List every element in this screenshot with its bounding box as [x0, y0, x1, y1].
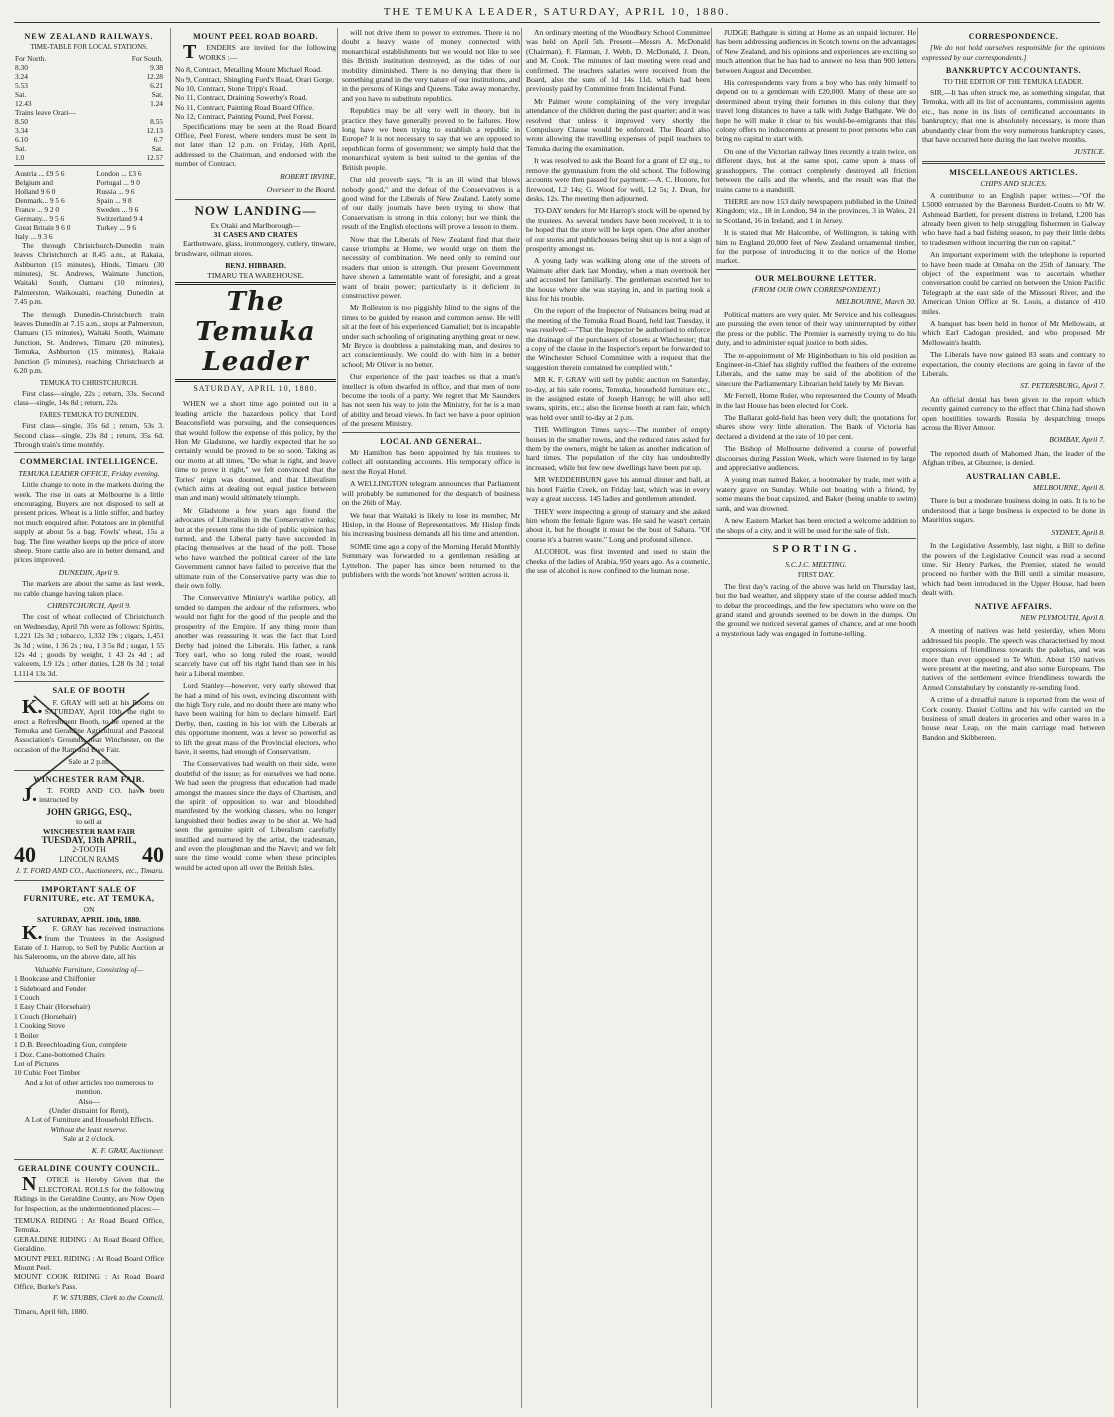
furniture-on: ON [83, 905, 95, 915]
tender-item: No 8, Contract, Metalling Mount Michael Road. [175, 65, 322, 75]
furniture-item: 1 Cooking Stove [14, 1021, 66, 1031]
mount-peel-heading: MOUNT PEEL ROAD BOARD. [192, 32, 319, 41]
sporting-heading: SPORTING. [772, 542, 860, 555]
table-row: Belgium and Portugal ... 9 0 [15, 177, 140, 187]
ram-fair-description: 2-TOOTH LINCOLN RAMS [59, 845, 119, 864]
table-row: Sat. Sat. [15, 143, 163, 153]
ram-fair-body: J.T. FORD AND CO. have been instructed by [22, 783, 164, 806]
county-council-heading: GERALDINE COUNTY COUNCIL. [17, 1163, 161, 1173]
bankruptcy-letter: SIR,—It has often struck me, as something singular, that Temuka, with all its list of accountants, commission agents etc., has none in its lists of certificated accountants in bankruptcy; that one is absolutely necessary, is more than abundantly clear from the very numerous bankruptcy cases, that have occurred here during the last twelve months. [922, 88, 1105, 145]
furniture-note: Without the least reserve. [50, 1124, 128, 1134]
furniture-heading: IMPORTANT SALE OF FURNITURE, etc. AT TEMUKA, [23, 884, 155, 903]
chips-paragraph: The Liberals have now gained 83 seats and contrary to expectation, the county elections are going in favor of the Liberals. [922, 350, 1105, 378]
local-item: A young lady was walking along one of the streets of Waimate after dark last Monday, when a man overtook her and accosted her familiarly. The gentleman escorted her to the house where she was staying in, and in parting took a kiss for his trouble. [526, 256, 710, 303]
fares-text: First class—single, 22s ; return, 33s. Second class—single, 14s 8d ; return, 22s. [14, 388, 164, 408]
correspondence-note: [We do not hold ourselves responsible for the opinions expressed by our correspondents.] [922, 43, 1105, 62]
divider [14, 452, 164, 453]
table-row: 3.24 12.28 [15, 71, 163, 81]
furniture-item: 1 Bookcase and Chiffonier [14, 974, 96, 984]
ram-fair-day: TUESDAY, 13th APRIL, [41, 834, 137, 845]
melbourne-paragraph: Mr Ferrell, Home Ruler, who represented the County of Meath in the last House has been elected for Cork. [716, 391, 916, 410]
commercial-dateline: TEMUKA LEADER OFFICE, Friday evening. [18, 468, 160, 478]
furniture-item: 1 Boiler [14, 1030, 39, 1040]
table-row: Denmark... 9 5 6 Spain ... 9 8 [15, 195, 132, 205]
miscellaneous-heading: MISCELLANEOUS ARTICLES. [949, 167, 1078, 177]
native-affairs-paragraph: A meeting of natives was held yesterday, when Motu addressed his people. The speech was characterised by most expressions of friendliness towards the pakehas, and was more than ever opposed to Te Whiti. About 150 natives were present at the meeting, and also some Europeans. The natives of the settlement evince friendliness towards the Armed Constabulary by constantly re-sending food. [922, 626, 1105, 692]
furniture-item: 1 Couch (Horsehair) [14, 1011, 77, 1021]
sporting-day: FIRST DAY. [797, 571, 835, 580]
mount-peel-sign-2: Overseer to the Board. [266, 185, 336, 195]
divider [14, 1159, 164, 1160]
postage-table [14, 169, 164, 241]
table-row: Germany... 9 5 6 Switzerland 9 4 [15, 213, 143, 223]
council-place: TEMUKA RIDING : At Road Board Office, Temuka. [14, 1216, 164, 1235]
tender-item: No 11, Contract, Draining Sowerby's Road. [175, 93, 308, 103]
divider [14, 165, 164, 166]
rail-head-left: For North. [15, 53, 47, 63]
local-item: JUDGE Bathgate is sitting at Home as an unpaid lecturer. He has been addressing audiences in Scotch towns on the advantages of New Zealand, and his opinions and experiences are exciting so much attention that he has had to answer no less than 900 letters between August and December. [716, 28, 916, 75]
local-item: MR K. F. GRAY will sell by public auction on Saturday, to-day, at his sale rooms, Temuka, household furniture etc., in the assigned estate of Joseph Harrop; he will also sell swans, spirits, etc.; also the license booth at ram fair, which was held over until to-day at 2 p.m. [526, 375, 710, 422]
ram-count-left: 40 [14, 842, 36, 868]
table-row: 8.50 8.55 [15, 116, 163, 126]
table-row: Holland 9 6 0 Russia ... 9 6 [15, 186, 135, 196]
local-item: On one of the Victorian railway lines recently a train twice, on different days, but at the same spot, came upon a mass of grasshoppers. The contact completely destroyed all friction between the rails and the wheels, and the result was that the trains came to a standstill. [716, 146, 916, 194]
local-item: ALCOHOL was first invented and used to stain the cheeks of the ladies of Arabia, 950 years ago. As a cosmetic, the use of alcohol is now confined to the human nose. [526, 547, 710, 575]
railways-subheading: TIME-TABLE FOR LOCAL STATIONS. [30, 43, 148, 52]
column-6 [917, 28, 1105, 1408]
tender-item: No 10, Contract, Stone Tripp's Road. [175, 84, 288, 94]
local-item: His correspondents vary from a boy who has only himself to depend on to a gentleman with £20,000. Many of these are so determined about trying their fortunes in this colony that they travel long distances to have a talk with Judge Bathgate. We do hope he will make it clear to his would-be-emigrants that this colony offers no inducements at present to poor persons who can bring no capital to start with. [716, 78, 916, 144]
sydney-paragraph: In the Legislative Assembly, last night, a Bill to define the powers of the Legislative Council was read a second time. Sir Henry Parkes, the Premier, stated he would proceed no further with the Bill until a similar measure, which had been introduced in the Upper House, had been dealt with. [922, 541, 1105, 598]
table-row: Sat. Sat. [15, 89, 163, 99]
masthead-title-box [175, 282, 336, 393]
native-affairs-heading: NATIVE AFFAIRS. [974, 601, 1053, 611]
ram-fair-line: to sell at [76, 817, 102, 827]
mount-peel-sign: ROBERT IRVINE, [280, 171, 336, 181]
native-affairs-date: NEW PLYMOUTH, April 8. [1020, 612, 1105, 622]
county-council-notice [14, 1164, 164, 1316]
furniture-item: 1 Doz. Cane-bottomed Chairs [14, 1049, 105, 1059]
landing-place: TIMARU TEA WAREHOUSE. [207, 270, 304, 280]
newspaper-dateline: SATURDAY, APRIL 10, 1880. [193, 383, 318, 393]
leader-paragraph: The Conservative Ministry's warlike policy, all tended to dampen the ardour of the reformers, who would not fight for the good of the people and the prosperity of the Empire. If any thing more than another was reassuring it was the fact that Lord Derby had joined the Liberals. His father, a rank Tory earl, who so long ruled the roast, would scarcely have cut off his right hand than see in his heir a Liberal member. [175, 593, 336, 678]
divider [342, 432, 520, 433]
australian-cable-heading: AUSTRALIAN CABLE. [966, 471, 1061, 481]
furniture-sign: K. F. GRAY, Auctioneer. [91, 1145, 164, 1155]
bankruptcy-sign: JUSTICE. [1073, 147, 1105, 157]
bombay-paragraph: The reported death of Mahomed Jhan, the leader of the Afghan tribes, at Ghuznee, is denied. [922, 448, 1105, 468]
mount-peel-paragraph: Specifications may be seen at the Road Board Office, Peel Forest, where tenders must be sent in not later than 12 p.m. on Friday, 16th April, addressed to the Chairman, and endorsed with the number of Contract. [175, 121, 336, 169]
divider [14, 681, 164, 682]
ram-fair-sign: J. T. FORD AND CO., Auctioneers, etc., Timaru. [15, 866, 164, 876]
table-row: France ... 9 2 0 Sweden ... 9 6 [15, 204, 139, 214]
sale-booth-body: K.F. GRAY will sell at his Rooms on SATURDAY, April 10th, the right to erect a Refreshment Booth, to be opened at the Temuka and Geraldine Agricultural and Pastoral Association's Grounds, near Winchester, on the occasion of the Ram and Ewe Fair. [14, 695, 164, 754]
landing-goods: Earthenware, glass, ironmongery, cutlery, tinware, brushware, oilman stores. [175, 239, 336, 258]
melbourne-paragraph: Political matters are very quiet. Mr Service and his colleagues are pursuing the even tenor of their way uninterrupted by either the press or the public. The Premier is earnestly trying to do his duty, and to administer equal justice to both sides. [716, 309, 916, 348]
sporting-paragraph: The first day's racing of the above was held on Thursday last, but the bad weather, and slippery state of the course added much to debar the proceedings, and the few spectators who were on the grand stand and grounds seemed to be down in the dumps. On the ground we noticed several games of chance, and at one booth a mysterious lady was engaged in fortune-telling. [716, 581, 916, 638]
correspondence-heading: CORRESPONDENCE. [968, 32, 1059, 41]
furniture-item: Also— [78, 1096, 100, 1106]
melbourne-paragraph: The Bishop of Melbourne delivered a course of powerful discourses during Passion Week, which were listened to by large and appreciative audiences. [716, 444, 916, 473]
bankruptcy-to: TO THE EDITOR OF THE TEMUKA LEADER. [943, 77, 1084, 86]
landing-count: 31 CASES AND CRATES [213, 229, 298, 239]
column-4 [521, 28, 714, 1408]
newspaper-title: The Temuka Leader [175, 282, 336, 382]
chips-heading: CHIPS AND SLICES. [980, 179, 1047, 189]
furniture-item: And a lot of other articles too numerous to mention. [24, 1077, 154, 1097]
furniture-item: 1 Couch [14, 993, 40, 1003]
local-item: THEY were inspecting a group of statuary and she asked him whom the female figure was. He said he wasn't certain about it, but he thought it must be the bust of Sahara. "Of course it's a barren waste." Long and profound silence. [526, 506, 710, 544]
petersburg-date: ST. PETERSBURG, April 7. [1020, 381, 1105, 391]
fares-heading: TEMUKA TO CHRISTCHURCH. [40, 378, 138, 387]
council-place: GERALDINE RIDING : At Road Board Office, Geraldine. [14, 1234, 164, 1254]
table-row: 5.53 6.21 [15, 80, 163, 90]
ram-count-right: 40 [142, 842, 164, 868]
table-row: 1.0 12.57 [15, 152, 163, 162]
leader-paragraph: Lord Stanley—however, very early showed that he had a mind of his own, evincing discontent with the high Tory rule, and no doubt there are many who have been waiting for him to declare himself. Earl Derby, then, casting in his lot with the Liberals at this opportune moment, was a lever so powerful as to lift the great mass of the Provincial electors, who have, it seems, had enough of Conservatism. [175, 681, 336, 756]
bombay-date: BOMBAY, April 7. [1049, 435, 1105, 445]
column-5 [711, 28, 920, 1408]
table-row: Great Britain 9 6 0 Turkey ... 9 6 [15, 222, 136, 232]
local-item: TO-DAY tenders for Mr Harrop's stock will be opened by the trustees. As several tenders have been received, it is to be hoped that the store will be kept open. One after another of our stores and publichouses being shut up is not a sign of prosperity amongst us. [526, 206, 710, 253]
leader-paragraph: Our experience of the past teaches us that a man's intellect is often dwarfed in office, and that men of note become the tools of a party. We regret that Mr Saunders has not seen his way to join the Ministry, for he is a man of ability and broad views. In fact we have a poor opinion of the present Ministry. [342, 372, 520, 429]
divider [922, 161, 1105, 164]
local-item: It was resolved to ask the Board for a grant of £2 stg., to remove the gymnasium from the old school. The following accounts were then passed for payment:—A. C. Honore, for firewood, L2 14s; G. Wood for well, L2 5s; J. Dean, for desks, 12s. The meeting then adjourned. [526, 156, 710, 203]
local-item: We hear that Waitaki is likely to lose its member, Mr Hislop, in the House of Representatives. Mr Hislop finds his increasing business demands all his time and attention. [342, 510, 520, 539]
furniture-item: A Lot of Furniture and Household Effects. [24, 1115, 154, 1125]
australian-cable-paragraph: There is but a moderate business doing in oats. It is to be understood that a large business is expected to be done in Mauritius sugars. [922, 496, 1105, 525]
column-3 [337, 28, 524, 1408]
local-item: It is stated that Mr Halcombe, of Wellington, is taking with him to England 20,000 feet of New Zealand ornamental timber, for the purpose of introducing it to the notice of the Home market. [716, 228, 916, 266]
chips-paragraph: An important experiment with the telephone is reported to have been made at Omaha on the 25th of January. The object of the experiment was to ascertain whether conversation could be carried on between the Union Pacific Telegraph at the east side of the Missouri River, and the American Union Office at St. Louis, a distance of 410 miles. [922, 250, 1105, 316]
melbourne-date: MELBOURNE, March 30. [835, 296, 916, 306]
table-row: Italy ... 9 3 6 [15, 231, 53, 241]
melbourne-paragraph: The Ballarat gold-field has been very dull; the quotations for shares show very little alteration. The Bank of Victoria has declared a dividend at the rate of 10 per cent. [716, 413, 916, 441]
local-general-heading: LOCAL AND GENERAL. [380, 436, 482, 446]
landing-sign: BENJ. HIBBARD. [225, 261, 286, 271]
table-row: 12.43 1.24 [15, 98, 163, 108]
australian-cable-date: MELBOURNE, April 8. [1033, 483, 1105, 493]
local-item: A WELLINGTON telegram announces that Parliament will probably be summoned for the despatch of business on the 26th of May. [342, 479, 520, 508]
county-council-body: NOTICE is Hereby Given that the ELECTORAL ROLLS for the following Ridings in the Geraldine County, are Now Open for Inspection, as the undermentioned places:— [14, 1173, 164, 1213]
sydney-date: SYDNEY, April 8. [1051, 527, 1105, 537]
railways-heading: NEW ZEALAND RAILWAYS. [24, 32, 154, 41]
ram-fair-place: WINCHESTER RAM FAIR [42, 826, 136, 836]
tender-item: No 11, Contract, Painting Road Board Office. [175, 102, 314, 112]
header-rule [14, 22, 1100, 23]
leader-paragraph: The Conservatives had wealth on their side, were doubtful of the issue; as for ourselves we had none. We had seen the progress that education had made amongst the masses since the days of Chartism, and the spirit of opposition to war and bloodshed manifested by the working classes, who no longer languished their bodies away to be shot at. We had seen the genuine spirit of Liberalism carefully instilled and nurtured by the artist, the tradesman, and even the ploughman and the Navvi; and we felt sure the time would come when these principles would be acted upon all over the British Isles. [175, 759, 336, 872]
railway-timetable [14, 54, 164, 162]
melbourne-paragraph: The re-appointment of Mr Higinbotham to his old position as Engineer-in-Chief has slightly ruffled the feathers of the extreme Liberals, and the same may be said of the abolition of the sinecure the Parliamentary Librarian held lately by Mr Bevan. [716, 350, 916, 388]
tender-item: No 9, Contract, Shingling Ford's Road, Orari Gorge. [175, 74, 335, 84]
ram-fair-ad [14, 775, 164, 876]
column-1 [14, 28, 168, 1408]
furniture-item: (Under distraint for Rent), [49, 1105, 129, 1115]
leader-paragraph: will not drive them to power to extremes. There is no doubt a heavy waste of money connected with monarchical establishments but we would not like to see this British institution destroyed, as the tides of our mobility diminished. There is no denying that there is something grand in the very nature of our institutions, and in the persons of Kings and Queens. Take away monarchy, and you have to substitute republics. [342, 28, 520, 103]
divider [14, 880, 164, 881]
table-row: 8.30 9.38 [15, 62, 163, 72]
furniture-item: 1 D.B. Breechloading Gun, complete [14, 1040, 127, 1050]
dunedin-dateline: DUNEDIN, April 9. [58, 567, 120, 577]
leader-paragraph: Mr Rolleston is too piggishly blind to the signs of the times to be guided by reason and common sense. He will sit at the feet of his experienced Gamaliel; but is incapable under such schooling of originating anything great or new. Mr Bryce is doubtless a painstaking man, and desires to act conscientiously. We could do with him in a better school; Mr Oliver is no better. [342, 303, 520, 369]
melbourne-paragraph: A young man named Baker, a bootmaker by trade, met with a watery grave on Sunday. While out boating with a friend, by some means the boat capsized, and Baker (being unable to swim) sank, and was drowned. [716, 475, 916, 513]
table-row: Austria ... £9 5 6 London ... £3 6 [15, 168, 142, 178]
running-header: THE TEMUKA LEADER, SATURDAY, APRIL 10, 1880. [383, 6, 731, 18]
landing-heading: NOW LANDING— [194, 202, 317, 218]
local-item: MR WEDDERBURN gave his annual dinner and ball, at his hotel Fairlie Creek, on Friday last, which was in every way a great success. 145 ladies and gentlemen attended. [526, 475, 710, 504]
sale-booth-time: Sale at 2 p.m. [68, 757, 110, 767]
melbourne-heading: OUR MELBOURNE LETTER. [755, 273, 877, 283]
sporting-sub: S.C.J.C. MEETING. [785, 559, 847, 569]
council-date: Timaru, April 6th, 1880. [14, 1306, 88, 1316]
furniture-item: 1 Sideboard and Fender [14, 983, 87, 993]
council-sign: F. W. STUBBS, Clerk to the Council. [53, 1293, 164, 1303]
local-item: An ordinary meeting of the Woodbury School Committee was held on April 5th. Present—Messrs A. McDonald (Chairman), F. Flatman, J. Webb, D. McDonald, J. Dean, and M. Cook. The minutes of last meeting were read and confirmed. The teachers salaries were received from the Board, also the sum of 1d 14s 11d, which had been previously paid by Committee from Incidental Fund. [526, 28, 710, 94]
bankruptcy-heading: BANKRUPTCY ACCOUNTANTS. [945, 66, 1082, 76]
leader-paragraph: Now that the Liberals of New Zealand find that their cause triumphs at Home, we would urge on them the necessity of combination. We need only to remind our readers that union is strength. Our present Government have shown a lamentable want of foresight, and a great want of brain power; particularly is it deficient in constructive power. [342, 234, 520, 300]
rail-paragraph-2: The through Dunedin-Christchurch train leaves Dunedin at 7.15 a.m., stops at Palmerston, Oamaru (15 minutes), Waitaki South, Waimate Junction, St. Andrews, Timaru (20 minutes), Temuka, Ashburton (15 minutes), Rakaia Junction (5 minutes), reaching Christchurch at 6.20 p.m. [14, 309, 164, 376]
chips-paragraph: A contributor to an English paper writes:—"Of the L5000 entrusted by the Baroness Burdett-Coutts to Mr W. Ashmead Bartlett, for present distress in Ireland, L200 has already been given to help struggling fishermen in Galway who have had a bad fishing season, to pay their little debts to tradesmen without incurring the run on capital." [922, 190, 1105, 247]
furniture-item: 1 Easy Chair (Horsehair) [14, 1002, 91, 1012]
melbourne-paragraph: A new Eastern Market has been erected a welcome addition to the shops of a city, and it will be used for the sale of fish. [716, 516, 916, 535]
local-item: THERE are now 153 daily newspapers published in the United Kingdom; viz., 18 in London, 94 in the provinces, 3 in Wales, 21 in Scotland, 16 in Ireland, and 1 in Jersey. [716, 196, 916, 225]
commercial-heading: COMMERCIAL INTELLIGENCE. [19, 457, 159, 467]
divider [716, 269, 916, 270]
local-item: On the report of the Inspector of Nuisances being read at the meeting of the Temuka Road Board, held last Tuesday, it was resolved:—"That the Inspector be authorised to enforce the drainage of the purchasers of closets at Winchester; that a copy of the clause in the Inspector's report be forwarded to the Winchester School Committee with a request that the suggestion therein contained be complied with." [526, 306, 710, 372]
divider [14, 770, 164, 771]
table-row: 3.34 12.13 [15, 125, 163, 135]
furniture-time: Sale at 2 o'clock. [63, 1134, 115, 1144]
leader-paragraph: Republics may be all very well in theory, but in practice they have generally proved to be failures. How long have we been trying to establish a republic in Europe? It is not necessary to say that we are opposed to republican forms of government; we simply hold that the monarchical system is best suited to the genius of the British people. [342, 106, 520, 172]
christchurch-dateline: CHRISTCHURCH, April 9. [47, 601, 131, 611]
sale-of-booth-ad [14, 686, 164, 766]
petersburg-paragraph: An official denial has been given to the report which recently gained currency to the effect that China had shown open hostilities towards Russia by despatching troops across the River Amoor. [922, 394, 1105, 433]
rail-note: Trains leave Orari— [15, 107, 76, 117]
local-item: Mr Palmer wrote complaining of the very irregular attendance of the children during the past quarter; and it was resolved that unless it improved very shortly the Compulsory Clause would be enforced. The Board also wrote allowing the travelling expenses of pupil teachers to Temuka during the examination. [526, 96, 710, 153]
divider [175, 199, 336, 200]
council-place: MOUNT PEEL RIDING : At Road Board Office Mount Peel. [14, 1253, 164, 1273]
christchurch-paragraph: The cost of wheat collected of Christchurch on Wednesday, April 7th were as follows: Spirits, 1,221 12s 3d ; tobacco, 1,332 19s ; cigars, 1,451 3s 3d ; wine, 1 36 2s ; tea, 1 3 5s 8d ; sugar, 1 55 12s 4d ; goods by weight, 1 43 2s 4d ; ad valorem, L9 12s ; other duties, L28 0s 3d ; total L1114 13s 3d. [14, 612, 164, 678]
rail-head-right: For South. [131, 53, 163, 63]
furniture-item: 10 Cubic Feet Timber [14, 1068, 81, 1078]
chips-paragraph: A crime of a dreadful nature is reported from the west of Cork county. Daniel Collins and his wife carried on the business of small dealers in groceries and other wares in a house near Leap, on the main carriage road between Bandon and Skibbereen. [922, 695, 1105, 742]
furniture-date: SATURDAY, APRIL 10th, 1880. [37, 914, 141, 924]
melbourne-sub: (FROM OUR OWN CORRESPONDENT.) [751, 285, 881, 295]
ram-fair-name: JOHN GRIGG, ESQ., [46, 806, 132, 817]
ram-fair-heading: WINCHESTER RAM FAIR. [33, 774, 145, 784]
furniture-sale-ad [14, 885, 164, 1155]
furniture-item: Lot of Pictures [14, 1058, 60, 1068]
council-place: MOUNT COOK RIDING : At Road Board Office, Burke's Pass. [14, 1272, 164, 1291]
chips-paragraph: A banquet has been held in honor of Mr Mellowain, at which Earl Cadogan presided, and who proposed Mr Mellowain's health. [922, 318, 1105, 347]
furniture-sub: Valuable Furniture, Consisting of— [34, 964, 144, 974]
rail-paragraph: The through Christchurch-Dunedin train leaves Christchurch at 8.45 a.m., at Rakaia, Ashburton (15 minutes), Hinds, Timaru (30 minutes), St. Andrews, Waimate Junction, Waitaki South, Oamaru (10 minutes), Palmerston, Waikouaiti, reaching Dunedin at 7.45 p.m. [14, 240, 164, 307]
tender-item: No 12, Contract, Painting Pound, Peel Forest. [175, 112, 314, 122]
leader-paragraph: WHEN we a short time ago pointed out in a leading article the hazardous policy that Lord Beaconsfield was pursuing, and the consequences that would follow the expense of this policy, by the Hon Mr Gladstone, we hardly expected that he so certainly would be proved to be so soon. Taking as our motto at all times, "Do what is right, and leave time to prove it right," we felt convinced that the Tories' reign was doomed, and that Liberalism (which aims at dealing out equal justice between man and man) would ultimately triumph. [175, 399, 336, 503]
landing-body: Ex Otaki and Marlborough— [210, 220, 301, 230]
mount-peel-body: TENDERS are invited for the following WORKS :— [183, 41, 336, 64]
fares-text-2: First class—single, 35s 6d ; return, 53s 3. Second class—single, 23s 8d ; return, 35s 6d. Through train's time monthly. [14, 421, 164, 449]
dunedin-paragraph: The markets are about the same as last week, no cable change having taken place. [14, 579, 164, 598]
table-row: 6.10 6.7 [15, 134, 163, 144]
fares-heading-2: FARES TEMUKA TO DUNEDIN. [39, 410, 139, 419]
local-item: SOME time ago a copy of the Morning Herald Monthly Summary was forwarded to a gentleman residing at Lyttelton. The paper has since been returned to the publishers with the words 'not known' written across it. [342, 541, 520, 579]
column-2 [170, 28, 340, 1408]
furniture-body: K.F. GRAY has received instructions from the Trustees in the Assigned Estate of J. Harrop, to Sell by Public Auction at his Salerooms, on the above date, all his [14, 922, 164, 962]
divider [716, 538, 916, 539]
local-item: THE Wellington Times says:—The number of empty houses in the smaller towns, and the reduced rates asked for them by the owners, might be taken as another indication of hard times. The population of the city has undoubtedly increased, while but few new dwellings have been put up. [526, 425, 710, 472]
leader-paragraph: Mr Gladstone a few years ago found the advocates of Liberalism in the Conservative ranks; but at the present time the tide of public opinion has turned, and the Liberal party have succeeded in placing themselves at the head of the poll. Those who have watched the political career of the late Government cannot have failed to perceive that the ultimate ruin of the Conservative party was due to their own folly. [175, 505, 336, 591]
local-item: Mr Hamilton has been appointed by his trustees to collect all outstanding accounts. His temporary office is next the Royal Hotel. [342, 448, 520, 476]
sale-booth-heading: SALE OF BOOTH [52, 686, 126, 696]
leader-paragraph: Our old proverb says, "It is an ill wind that blows nobody good," and the defeat of the Conservatives is a good wind for the Liberals of New Zealand. Lately some of our daily journals have been trying to show that Conservatism is strong in this colony; but we think the result of the English elections will prove a lesson to them. [342, 175, 520, 232]
commercial-paragraph: Little change to note in the markets during the week. The rise in oats at Melbourne is a little encouraging. Buyers are not disposed to sell at present prices. Wheat is a little stiffer, and barley not much enquired after. Potatoes are in plentiful supply at about 5s a bag. Fowls' wheat, 15s a bag. The fine weather keeps up the price of store sheep. Store cattle also are in better demand, and prices improved. [14, 480, 164, 565]
